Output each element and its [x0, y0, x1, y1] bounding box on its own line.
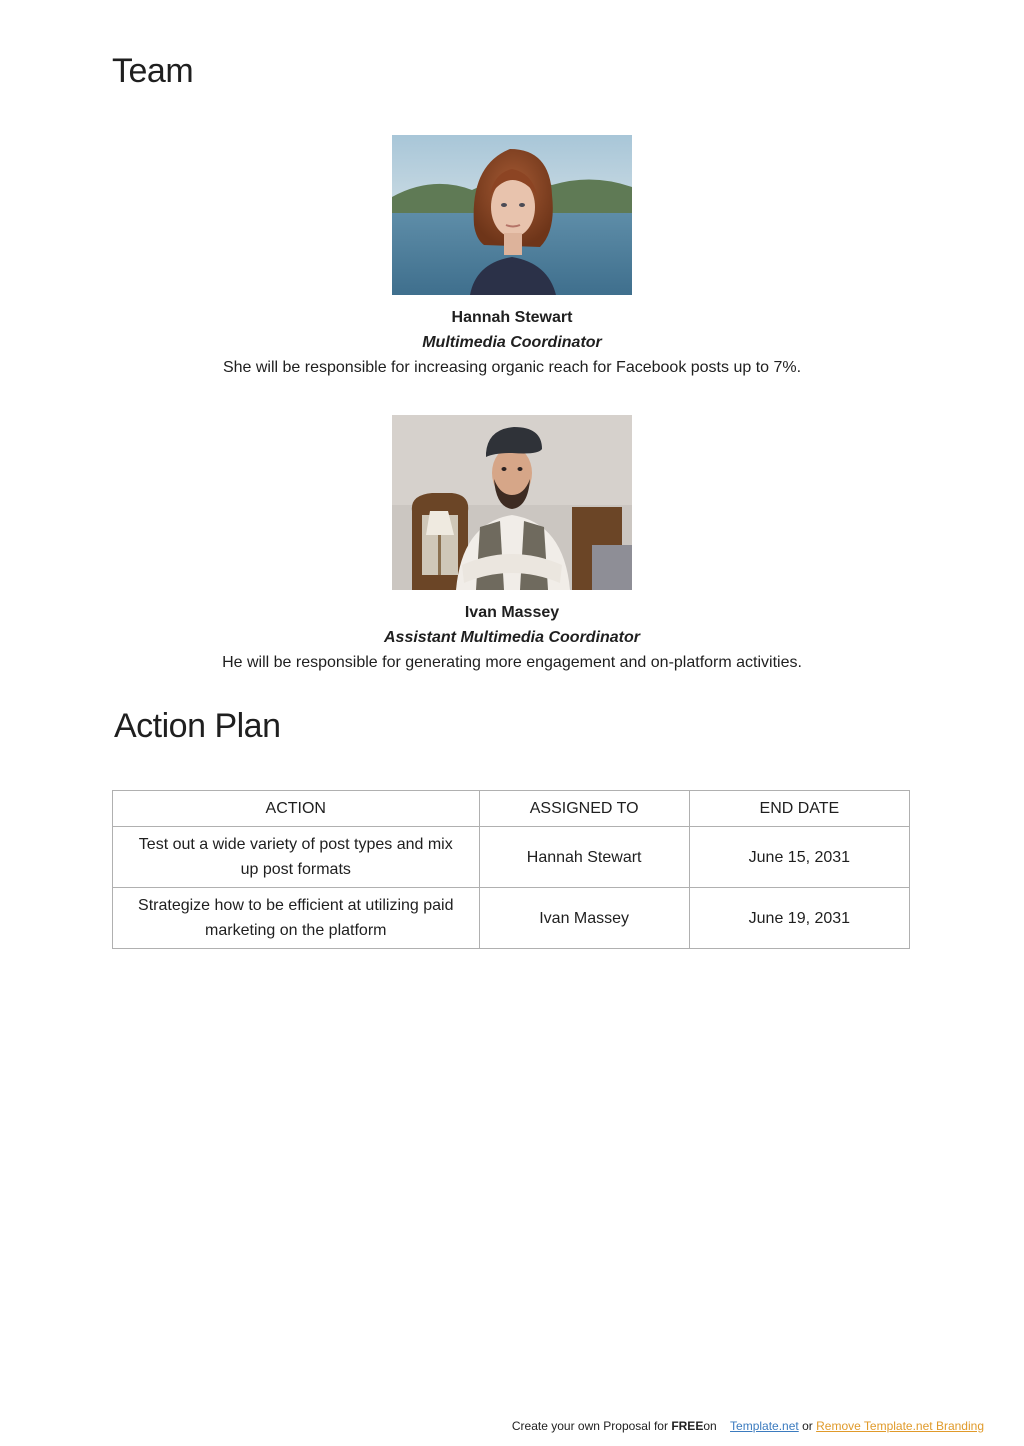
table-row — [113, 888, 910, 949]
team-heading: Team — [112, 52, 194, 90]
action-plan-table — [112, 790, 910, 949]
cell-assigned-to: Ivan Massey — [479, 888, 689, 949]
footer-prefix: Create your own Proposal for — [511, 1419, 668, 1433]
cell-assigned-to: Hannah Stewart — [479, 827, 689, 888]
cell-end-date: June 19, 2031 — [689, 888, 909, 949]
cell-end-date: June 15, 2031 — [689, 827, 909, 888]
hannah-photo — [392, 135, 632, 295]
action-plan-heading: Action Plan — [114, 707, 281, 745]
column-header-action: ACTION — [113, 791, 480, 827]
member-name: Ivan Massey — [464, 604, 560, 621]
member-role: Assistant Multimedia Coordinator — [383, 629, 641, 646]
footer-branding — [512, 1419, 984, 1433]
member-description: She will be responsible for increasing organic reach for Facebook posts up to 7%. — [222, 359, 802, 376]
footer-free: FREE — [671, 1419, 704, 1433]
template-net-link[interactable]: Template.net — [730, 1419, 799, 1433]
table-row — [113, 827, 910, 888]
ivan-photo — [392, 415, 632, 590]
table-header-row — [113, 791, 910, 827]
cell-action: Strategize how to be efficient at utilizing paid marketing on the platform — [113, 888, 480, 949]
column-header-end-date: END DATE — [689, 791, 909, 827]
team-member-hannah — [112, 135, 912, 380]
column-header-assigned-to: ASSIGNED TO — [479, 791, 689, 827]
cell-action: Test out a wide variety of post types and mix up post formats — [113, 827, 480, 888]
member-role: Multimedia Coordinator — [422, 334, 602, 351]
member-description: He will be responsible for generating more engagement and on-platform activities. — [222, 654, 802, 671]
footer-or: or — [802, 1419, 813, 1433]
team-member-ivan — [112, 415, 912, 675]
member-name: Hannah Stewart — [451, 309, 573, 326]
remove-branding-link[interactable]: Remove Template.net Branding — [816, 1419, 984, 1433]
footer-on: on — [703, 1419, 717, 1433]
